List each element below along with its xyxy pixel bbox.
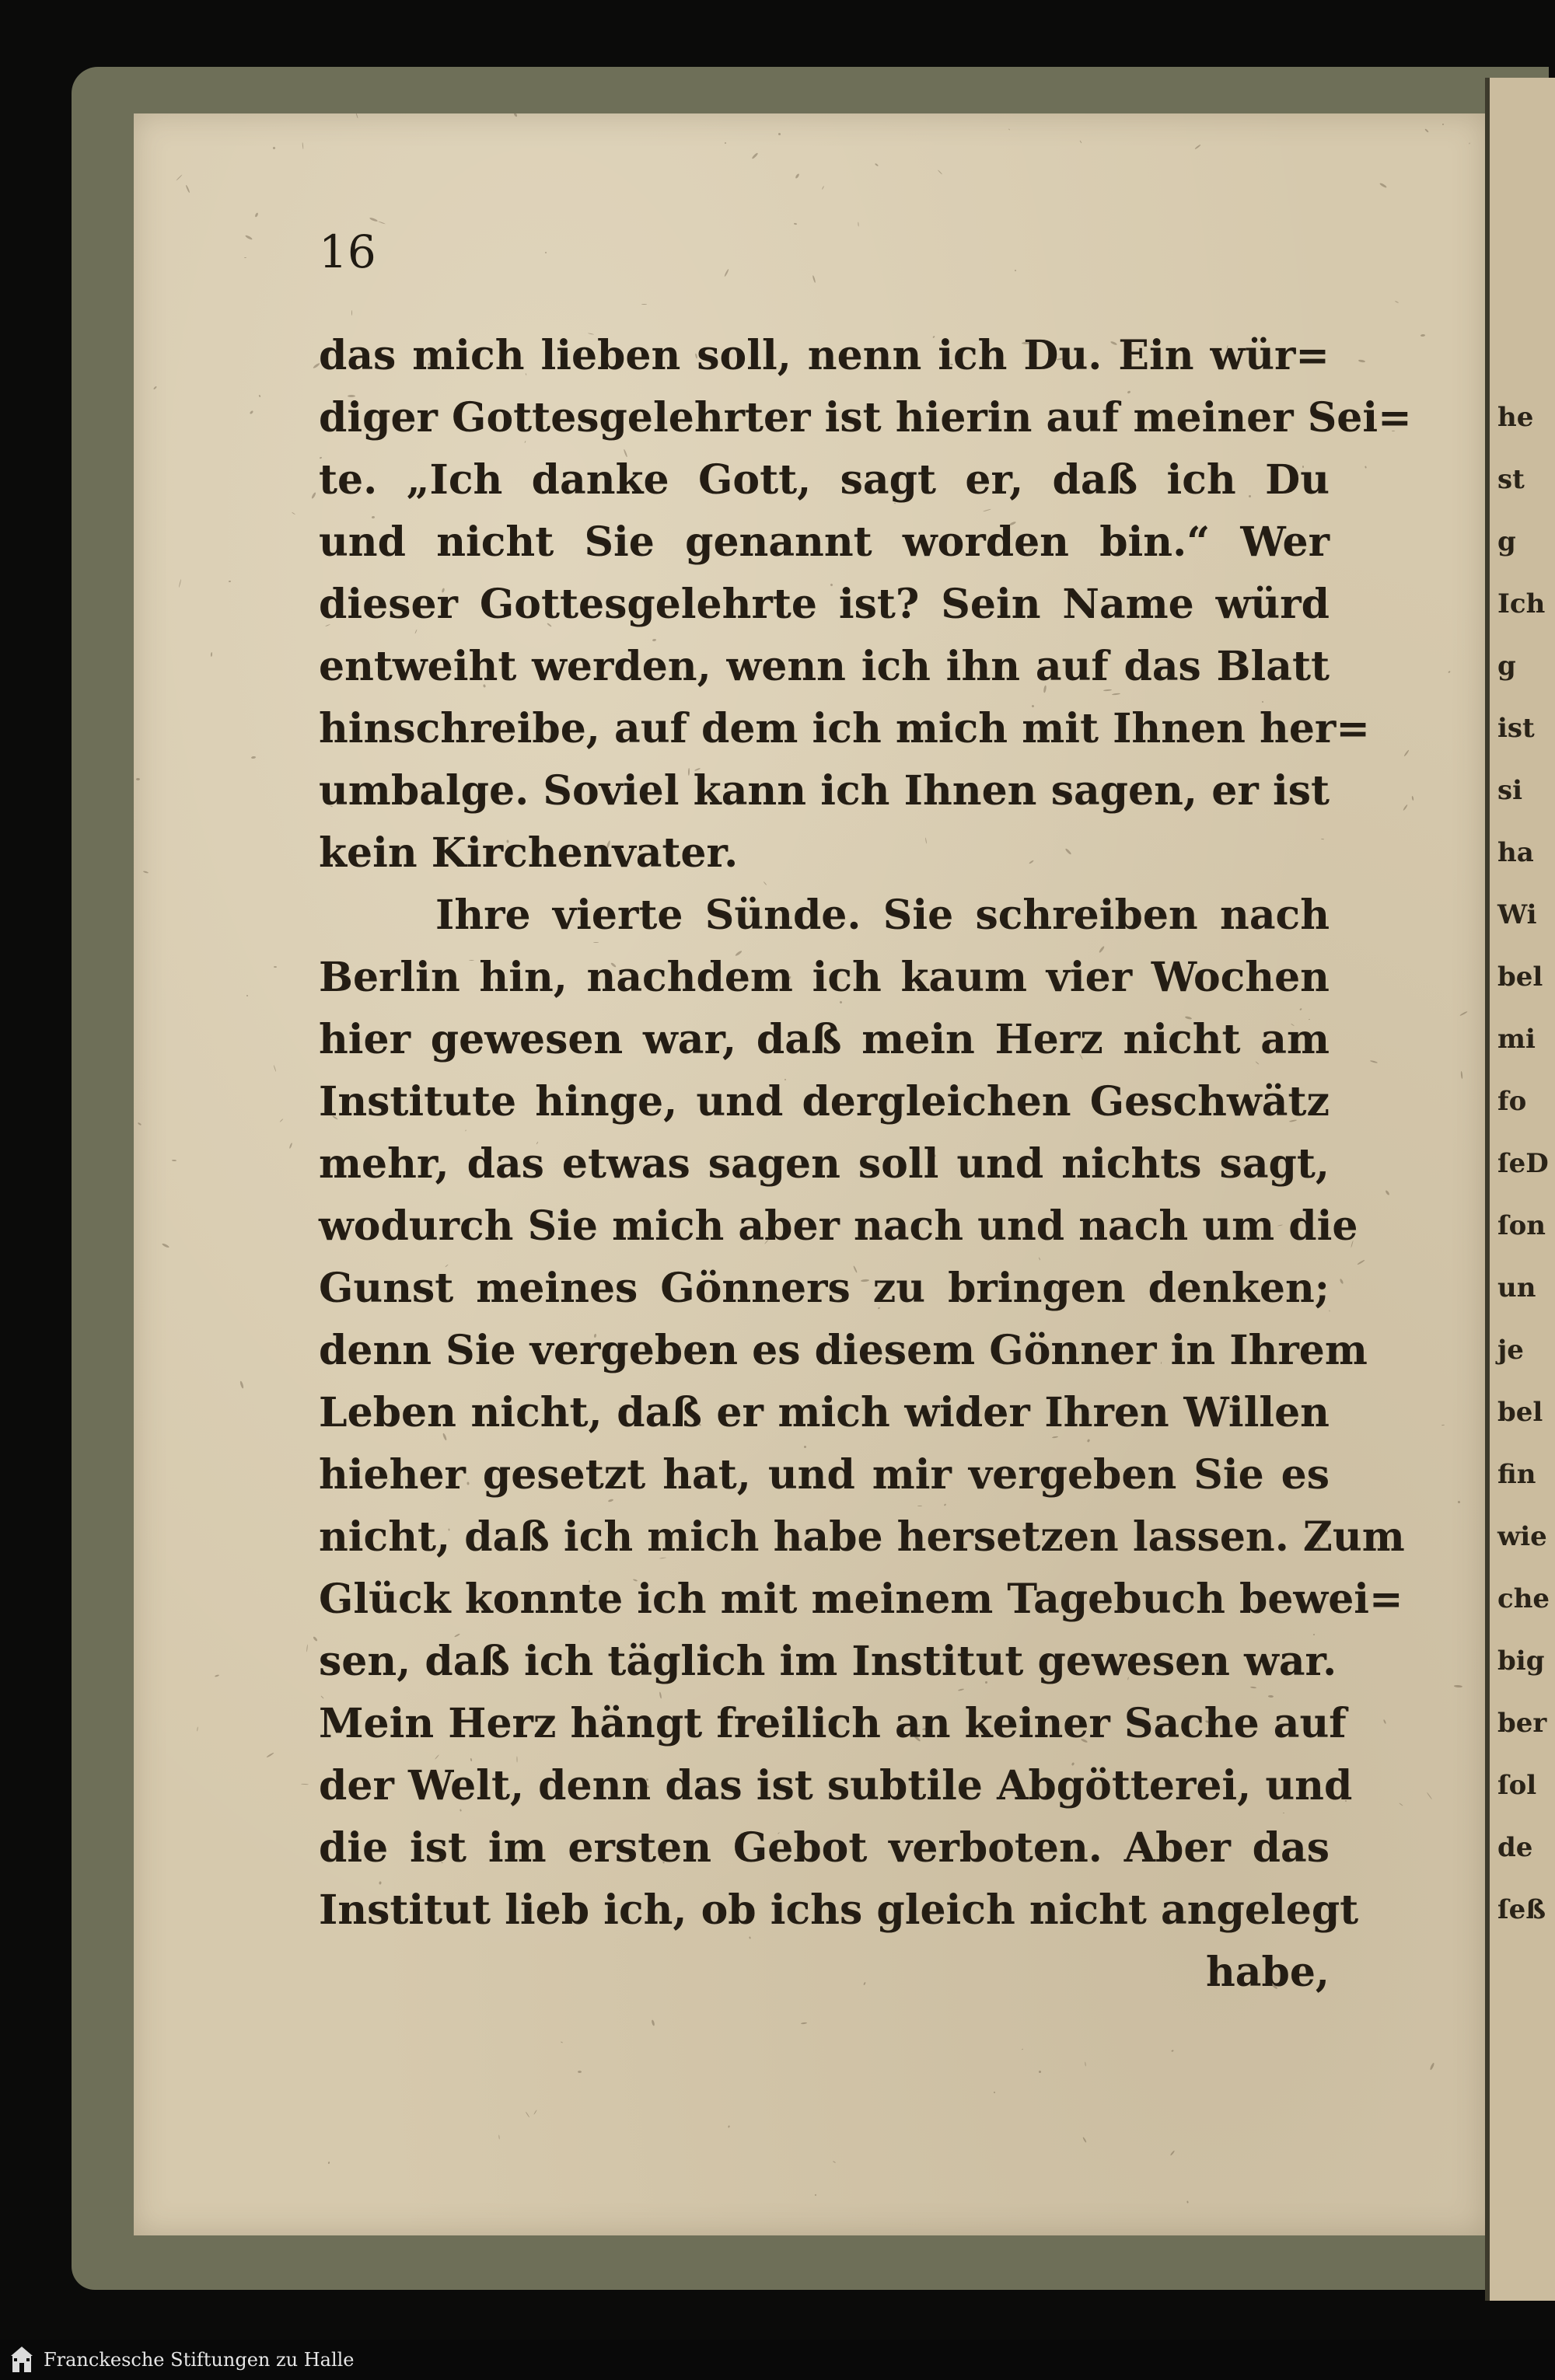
paper-speck — [1427, 1792, 1432, 1799]
paper-speck — [328, 2162, 330, 2164]
text-line: wodurch Sie mich aber nach und nach um die — [319, 1202, 1358, 1250]
paper-speck — [1459, 1011, 1468, 1017]
paper-speck — [172, 1160, 176, 1161]
paper-speck — [302, 142, 304, 149]
facing-page-fragment: de — [1497, 1832, 1533, 1863]
paper-speck — [1403, 749, 1409, 756]
facing-page-fragment: fin — [1497, 1459, 1536, 1490]
paper-speck — [1008, 128, 1010, 130]
paper-speck — [1430, 2062, 1435, 2070]
text-line: Glück konnte ich mit meinem Tagebuch bewei= — [319, 1576, 1403, 1623]
paper-speck — [1448, 671, 1451, 673]
paper-speck — [1411, 796, 1413, 801]
paper-speck — [1460, 1071, 1462, 1079]
paper-speck — [875, 163, 879, 167]
paper-speck — [313, 1636, 318, 1642]
paper-speck — [153, 386, 157, 390]
paper-speck — [1441, 1425, 1445, 1426]
paper-speck — [513, 113, 518, 117]
facing-page-fragment: st — [1497, 464, 1525, 495]
paper-speck — [301, 1784, 309, 1785]
paper-speck — [185, 185, 190, 194]
facing-page-fragment: Ich — [1497, 588, 1546, 619]
facing-page-fragment: Wi — [1497, 899, 1537, 930]
paper-speck — [1015, 270, 1017, 272]
paper-speck — [138, 1122, 142, 1125]
paper-speck — [1403, 804, 1408, 811]
paper-speck — [162, 1243, 169, 1248]
paper-speck — [1022, 2048, 1023, 2050]
paper-speck — [266, 1752, 274, 1758]
paper-speck — [1383, 1719, 1386, 1724]
page-text-block — [319, 325, 1412, 2004]
paper-speck — [1442, 124, 1444, 125]
paper-speck — [292, 512, 295, 515]
text-line: umbalge. Soviel kann ich Ihnen sagen, er ist — [319, 767, 1330, 815]
paper-speck — [778, 133, 781, 136]
paper-speck — [812, 275, 816, 283]
paper-speck — [561, 2041, 563, 2043]
text-line: kein Kirchenvater. — [319, 829, 739, 877]
paper-speck — [369, 217, 378, 222]
paper-speck — [272, 146, 275, 149]
library-footer — [0, 2340, 1555, 2380]
paper-speck — [724, 269, 729, 277]
paper-speck — [815, 2194, 816, 2196]
paper-speck — [351, 310, 352, 316]
paper-speck — [179, 579, 182, 588]
text-line: Ihre vierte Sünde. Sie schreiben nach — [435, 892, 1330, 939]
facing-page-fragment: ſon — [1497, 1210, 1546, 1241]
facing-page-fragment: g — [1497, 651, 1516, 682]
paper-speck — [938, 169, 942, 174]
facing-page-fragment: che — [1497, 1583, 1550, 1614]
facing-page-fragment: un — [1497, 1272, 1536, 1303]
paper-speck — [1370, 1060, 1378, 1064]
paper-speck — [1399, 1802, 1403, 1806]
text-line: nicht, daß ich mich habe hersetzen lassen. Zum — [319, 1513, 1405, 1561]
paper-speck — [794, 223, 797, 225]
paper-speck — [795, 173, 799, 179]
paper-speck — [1357, 1259, 1365, 1265]
paper-speck — [751, 152, 758, 159]
paper-speck — [1454, 1685, 1462, 1688]
paper-speck — [143, 871, 149, 874]
text-line: dieser Gottesgelehrte ist? Sein Name würd — [319, 581, 1330, 628]
paper-speck — [1385, 1190, 1390, 1195]
text-line: te. „Ich danke Gott, sagt er, daß ich Du — [319, 456, 1330, 504]
paper-speck — [1082, 2137, 1087, 2143]
paper-speck — [176, 174, 182, 180]
paper-speck — [822, 186, 824, 190]
facing-page-fragment: ha — [1497, 837, 1534, 868]
text-line: der Welt, denn das ist subtile Abgötterei, und — [319, 1762, 1353, 1809]
paper-speck — [1379, 183, 1387, 189]
text-line: und nicht Sie genannt worden bin.“ Wer — [319, 518, 1330, 566]
text-line: mehr, das etwas sagen soll und nichts sagt, — [319, 1140, 1330, 1188]
paper-speck — [801, 2022, 807, 2025]
text-line: Gunst meines Gönners zu bringen denken; — [319, 1265, 1330, 1312]
paper-speck — [215, 1674, 219, 1677]
facing-page-fragment: bel — [1497, 1397, 1543, 1428]
paper-speck — [306, 1644, 308, 1652]
paper-speck — [1340, 1279, 1344, 1285]
text-line: Mein Herz hängt freilich an keiner Sache auf — [319, 1700, 1347, 1747]
paper-speck — [498, 2134, 500, 2139]
paper-speck — [728, 2125, 729, 2127]
paper-speck — [1186, 2200, 1189, 2203]
text-line: das mich lieben soll, nenn ich Du. Ein wür= — [319, 332, 1330, 379]
text-line: hieher gesetzt hat, und mir vergeben Sie es — [319, 1451, 1330, 1499]
facing-page-fragment: g — [1497, 526, 1516, 557]
paper-speck — [1424, 128, 1429, 133]
facing-page-fragment: si — [1497, 775, 1523, 806]
text-line: hier gewesen war, daß mein Herz nicht am — [319, 1016, 1330, 1063]
paper-speck — [1039, 2071, 1041, 2073]
facing-page-fragment: he — [1497, 402, 1534, 433]
paper-speck — [1457, 1500, 1460, 1503]
facing-page-fragment: bel — [1497, 961, 1543, 993]
facing-page-fragment: wie — [1497, 1521, 1547, 1552]
text-line: Institute hinge, und dergleichen Geschwätz — [319, 1078, 1330, 1125]
paper-speck — [274, 966, 277, 968]
paper-speck — [258, 395, 260, 398]
facing-page-fragment: ist — [1497, 713, 1535, 744]
paper-speck — [289, 1143, 293, 1149]
paper-speck — [355, 113, 358, 118]
institution-logo-icon — [9, 2344, 34, 2375]
paper-speck — [545, 252, 547, 253]
paper-speck — [1171, 2050, 1174, 2052]
paper-speck — [197, 1726, 198, 1731]
paper-speck — [578, 2071, 582, 2073]
paper-speck — [254, 212, 258, 218]
facing-page-fragment: ſeD — [1497, 1148, 1549, 1179]
facing-page-edge — [1485, 78, 1555, 2301]
facing-page-fragment: fo — [1497, 1086, 1527, 1117]
paper-speck — [378, 221, 386, 224]
paper-speck — [526, 2111, 530, 2117]
paper-speck — [239, 1380, 244, 1388]
paper-speck — [533, 2110, 537, 2114]
paper-speck — [211, 652, 213, 657]
paper-speck — [246, 995, 249, 997]
institution-name: Franckesche Stiftungen zu Halle — [44, 2349, 355, 2371]
paper-speck — [994, 2092, 996, 2094]
text-line: sen, daß ich täglich im Institut gewesen war. — [319, 1638, 1337, 1685]
paper-speck — [136, 778, 140, 780]
paper-speck — [244, 257, 246, 258]
facing-page-fragment: je — [1497, 1335, 1524, 1366]
paper-speck — [1420, 334, 1425, 337]
paper-speck — [279, 1118, 283, 1122]
paper-speck — [1194, 144, 1200, 149]
paper-speck — [641, 304, 647, 305]
text-line: hinschreibe, auf dem ich mich mit Ihnen her= — [319, 705, 1370, 752]
facing-page-fragment: ber — [1497, 1708, 1547, 1739]
facing-page-fragment: ſeß — [1497, 1894, 1546, 1925]
facing-page-fragment: ſol — [1497, 1770, 1537, 1801]
paper-speck — [1080, 141, 1082, 144]
paper-speck — [833, 2161, 836, 2163]
text-line: entweiht werden, wenn ich ihn auf das Blatt — [319, 643, 1330, 690]
paper-speck — [251, 756, 256, 759]
paper-speck — [725, 142, 727, 145]
paper-speck — [1170, 2150, 1176, 2155]
text-line: Institut lieb ich, ob ichs gleich nicht angelegt — [319, 1886, 1359, 1934]
text-line: diger Gottesgelehrter ist hierin auf meiner Sei= — [319, 394, 1412, 441]
text-line: Berlin hin, nachdem ich kaum vier Wochen — [319, 954, 1330, 1001]
catchword: habe, — [1205, 1949, 1330, 1996]
paper-speck — [229, 581, 231, 582]
paper-speck — [1085, 2061, 1086, 2066]
paper-speck — [1365, 466, 1367, 468]
page-number: 16 — [319, 225, 376, 278]
paper-speck — [1395, 301, 1399, 303]
paper-speck — [1358, 359, 1365, 363]
paper-speck — [311, 492, 316, 499]
paper-speck — [250, 410, 254, 415]
paper-speck — [651, 2019, 655, 2026]
facing-page-fragment: big — [1497, 1645, 1545, 1677]
paper-speck — [274, 1065, 277, 1072]
paper-speck — [245, 235, 253, 240]
text-line: die ist im ersten Gebot verboten. Aber das — [319, 1824, 1330, 1872]
facing-page-fragment: mi — [1497, 1024, 1536, 1055]
text-line: denn Sie vergeben es diesem Gönner in Ihrem — [319, 1327, 1368, 1374]
text-line: Leben nicht, daß er mich wider Ihren Willen — [319, 1389, 1330, 1436]
